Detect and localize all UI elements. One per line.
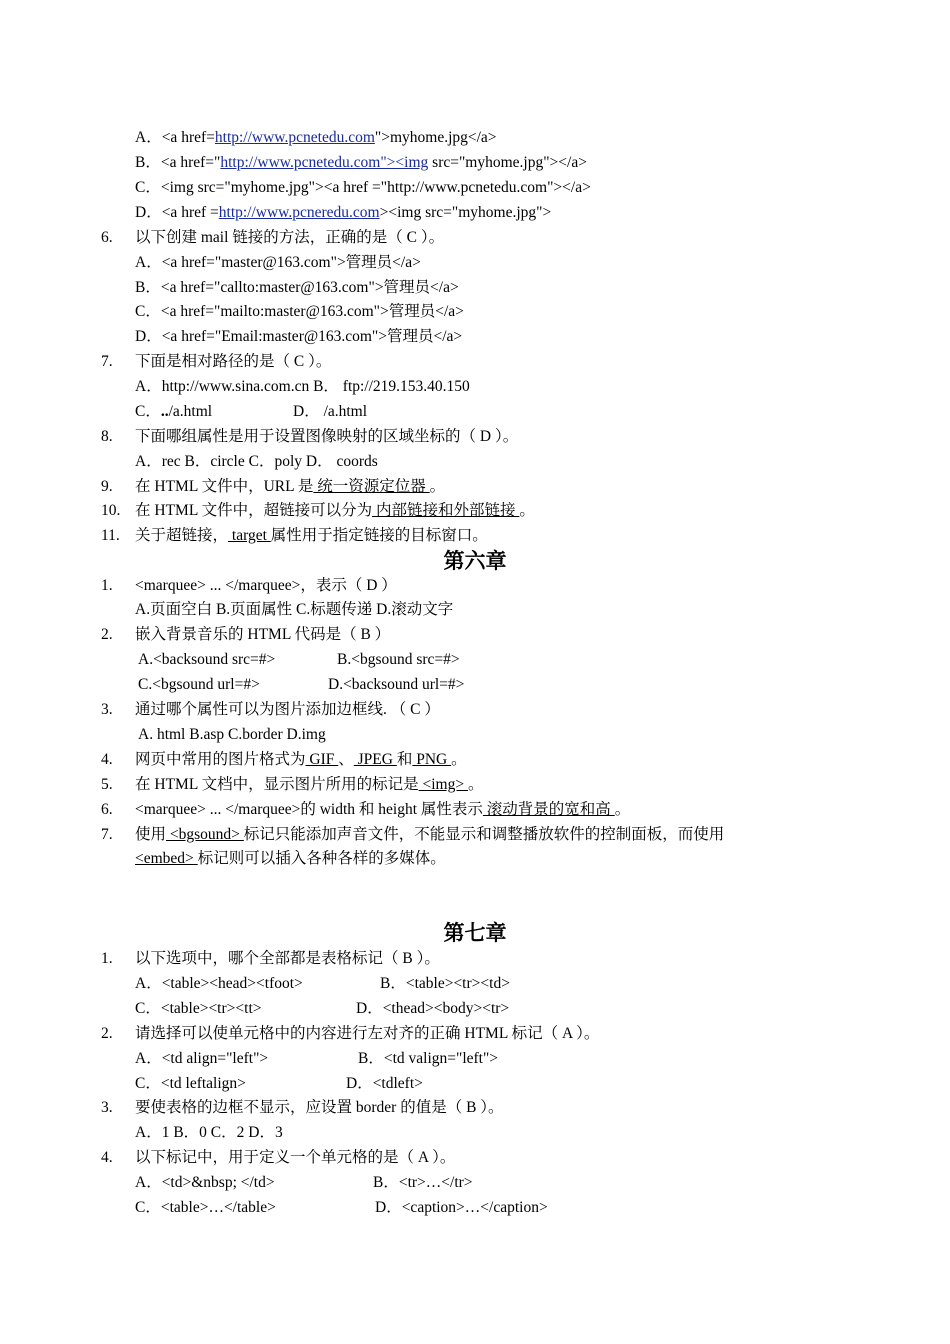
ch7-q3-number: 3. xyxy=(101,1099,113,1116)
q11-number: 11. xyxy=(101,527,120,544)
ch6-q7-number: 7. xyxy=(101,826,113,843)
ch6-q3-options: A. html B.asp C.border D.img xyxy=(138,726,326,743)
ch7-q3-stem: 要使表格的边框不显示，应设置 border 的值是（ B ）。 xyxy=(135,1099,504,1116)
q6-number: 6. xyxy=(101,229,113,246)
ch7-q2-number: 2. xyxy=(101,1025,113,1042)
answer-blank: 内部链接和外部链接 xyxy=(372,502,520,519)
q5-option-c: C．<img src="myhome.jpg"><a href ="http://www.pcnetedu.com"></a> xyxy=(135,179,591,196)
ch6-q3-number: 3. xyxy=(101,701,113,718)
ch7-q4-number: 4. xyxy=(101,1149,113,1166)
q6-option-c: C．<a href="mailto:master@163.com">管理员</a> xyxy=(135,303,464,320)
answer-blank: <img> xyxy=(418,776,468,793)
url-link[interactable]: http://www.pcnetedu.com xyxy=(214,129,375,146)
answer-blank: target xyxy=(228,527,271,544)
ch7-q2-stem: 请选择可以使单元格中的内容进行左对齐的正确 HTML 标记（ A ）。 xyxy=(135,1025,600,1042)
chapter-7-heading: 第七章 xyxy=(443,921,507,945)
ch7-q1-number: 1. xyxy=(101,950,113,967)
url-link[interactable]: http://www.pcneredu.com xyxy=(218,204,380,221)
ch6-q2-option-d: D.<backsound url=#> xyxy=(328,676,465,693)
chapter-6-heading: 第六章 xyxy=(443,549,507,573)
q5-option-d: D．<a href =http://www.pcneredu.com><img src="myhome.jpg"> xyxy=(135,204,552,221)
q6-option-d: D．<a href="Email:master@163.com">管理员</a> xyxy=(135,328,463,345)
ch7-q4-option-d: D．<caption>…</caption> xyxy=(375,1199,548,1216)
ch7-q4-option-c: C．<table>…</table> xyxy=(135,1199,276,1216)
ch7-q1-option-d: D．<thead><body><tr> xyxy=(356,1000,510,1017)
answer-blank: <bgsound> xyxy=(166,826,244,843)
q8-options: A．rec B．circle C．poly D． coords xyxy=(135,453,378,470)
ch7-q1-option-c: C．<table><tr><tt> xyxy=(135,1000,262,1017)
ch6-q2-option-a: A.<backsound src=#> xyxy=(138,651,276,668)
q9-number: 9. xyxy=(101,478,113,495)
ch7-q4-stem: 以下标记中，用于定义一个单元格的是（ A ）。 xyxy=(135,1149,456,1166)
q7-options-ab: A．http://www.sina.com.cn B． ftp://219.153.40.150 xyxy=(135,378,470,395)
ch6-q1-number: 1. xyxy=(101,577,113,594)
ch6-q5-text: 在 HTML 文档中，显示图片所用的标记是 <img> 。 xyxy=(135,776,484,793)
q7-option-d: D． /a.html xyxy=(293,403,368,420)
ch6-q2-stem: 嵌入背景音乐的 HTML 代码是（ B ） xyxy=(135,626,391,643)
ch6-q1-stem: <marquee> ... </marquee>，表示（ D ） xyxy=(135,577,397,594)
answer-blank: PNG xyxy=(412,751,452,768)
answer-blank: <embed> xyxy=(135,850,198,867)
ch6-q6-text: <marquee> ... </marquee>的 width 和 height 属性表示 滚动背景的宽和高 。 xyxy=(135,801,631,818)
q10-number: 10. xyxy=(101,502,121,519)
q11-text: 关于超链接， target 属性用于指定链接的目标窗口。 xyxy=(135,527,488,544)
answer-blank: 统一资源定位器 xyxy=(313,478,430,495)
ch6-q2-number: 2. xyxy=(101,626,113,643)
ch7-q1-stem: 以下选项中，哪个全部都是表格标记（ B ）。 xyxy=(135,950,440,967)
q10-text: 在 HTML 文件中，超链接可以分为 内部链接和外部链接 。 xyxy=(135,502,535,519)
q5-option-a: A．<a href=http://www.pcnetedu.com">myhome.jpg</a> xyxy=(135,129,497,146)
q8-number: 8. xyxy=(101,428,113,445)
ch7-q2-option-c: C．<td leftalign> xyxy=(135,1075,246,1092)
ch7-q2-option-b: B．<td valign="left"> xyxy=(358,1050,499,1067)
ch7-q4-option-a: A．<td>&nbsp; </td> xyxy=(135,1174,275,1191)
q6-stem: 以下创建 mail 链接的方法，正确的是（ C ）。 xyxy=(135,229,445,246)
ch6-q2-option-c: C.<bgsound url=#> xyxy=(138,676,260,693)
ch6-q6-number: 6. xyxy=(101,801,113,818)
answer-blank: 滚动背景的宽和高 xyxy=(482,801,615,818)
ch7-q1-option-b: B．<table><tr><td> xyxy=(380,975,510,992)
q7-number: 7. xyxy=(101,353,113,370)
q7-stem: 下面是相对路径的是（ C ）。 xyxy=(135,353,332,370)
ch7-q1-option-a: A．<table><head><tfoot> xyxy=(135,975,303,992)
ch6-q7-text-line2: <embed> 标记则可以插入各种各样的多媒体。 xyxy=(135,850,446,867)
ch7-q2-option-a: A．<td align="left"> xyxy=(135,1050,269,1067)
ch6-q2-option-b: B.<bgsound src=#> xyxy=(337,651,460,668)
ch7-q4-option-b: B．<tr>…</tr> xyxy=(373,1174,473,1191)
ch7-q2-option-d: D．<tdleft> xyxy=(346,1075,423,1092)
url-link[interactable]: http://www.pcnetedu.com"><img xyxy=(220,154,429,171)
ch6-q4-text: 网页中常用的图片格式为 GIF 、 JPEG 和 PNG 。 xyxy=(135,751,467,768)
q5-option-b: B．<a href="http://www.pcnetedu.com"><img src="myhome.jpg"></a> xyxy=(135,154,587,171)
ch6-q7-text-line1: 使用 <bgsound> 标记只能添加声音文件，不能显示和调整播放软件的控制面板，而使用 xyxy=(135,826,725,843)
q6-option-a: A．<a href="master@163.com">管理员</a> xyxy=(135,254,421,271)
q9-text: 在 HTML 文件中，URL 是 统一资源定位器 。 xyxy=(135,478,446,495)
ch6-q5-number: 5. xyxy=(101,776,113,793)
answer-blank: JPEG xyxy=(353,751,397,768)
q8-stem: 下面哪组属性是用于设置图像映射的区域坐标的（ D ）。 xyxy=(135,428,519,445)
ch6-q1-options: A.页面空白 B.页面属性 C.标题传递 D.滚动文字 xyxy=(135,601,454,618)
q7-option-c: C．../a.html xyxy=(135,403,213,420)
q6-option-b: B．<a href="callto:master@163.com">管理员</a> xyxy=(135,279,459,296)
ch6-q3-stem: 通过哪个属性可以为图片添加边框线. （ C ） xyxy=(135,701,440,718)
ch7-q3-options: A．1 B．0 C．2 D．3 xyxy=(135,1124,283,1141)
ch6-q4-number: 4. xyxy=(101,751,113,768)
answer-blank: GIF xyxy=(305,751,339,768)
